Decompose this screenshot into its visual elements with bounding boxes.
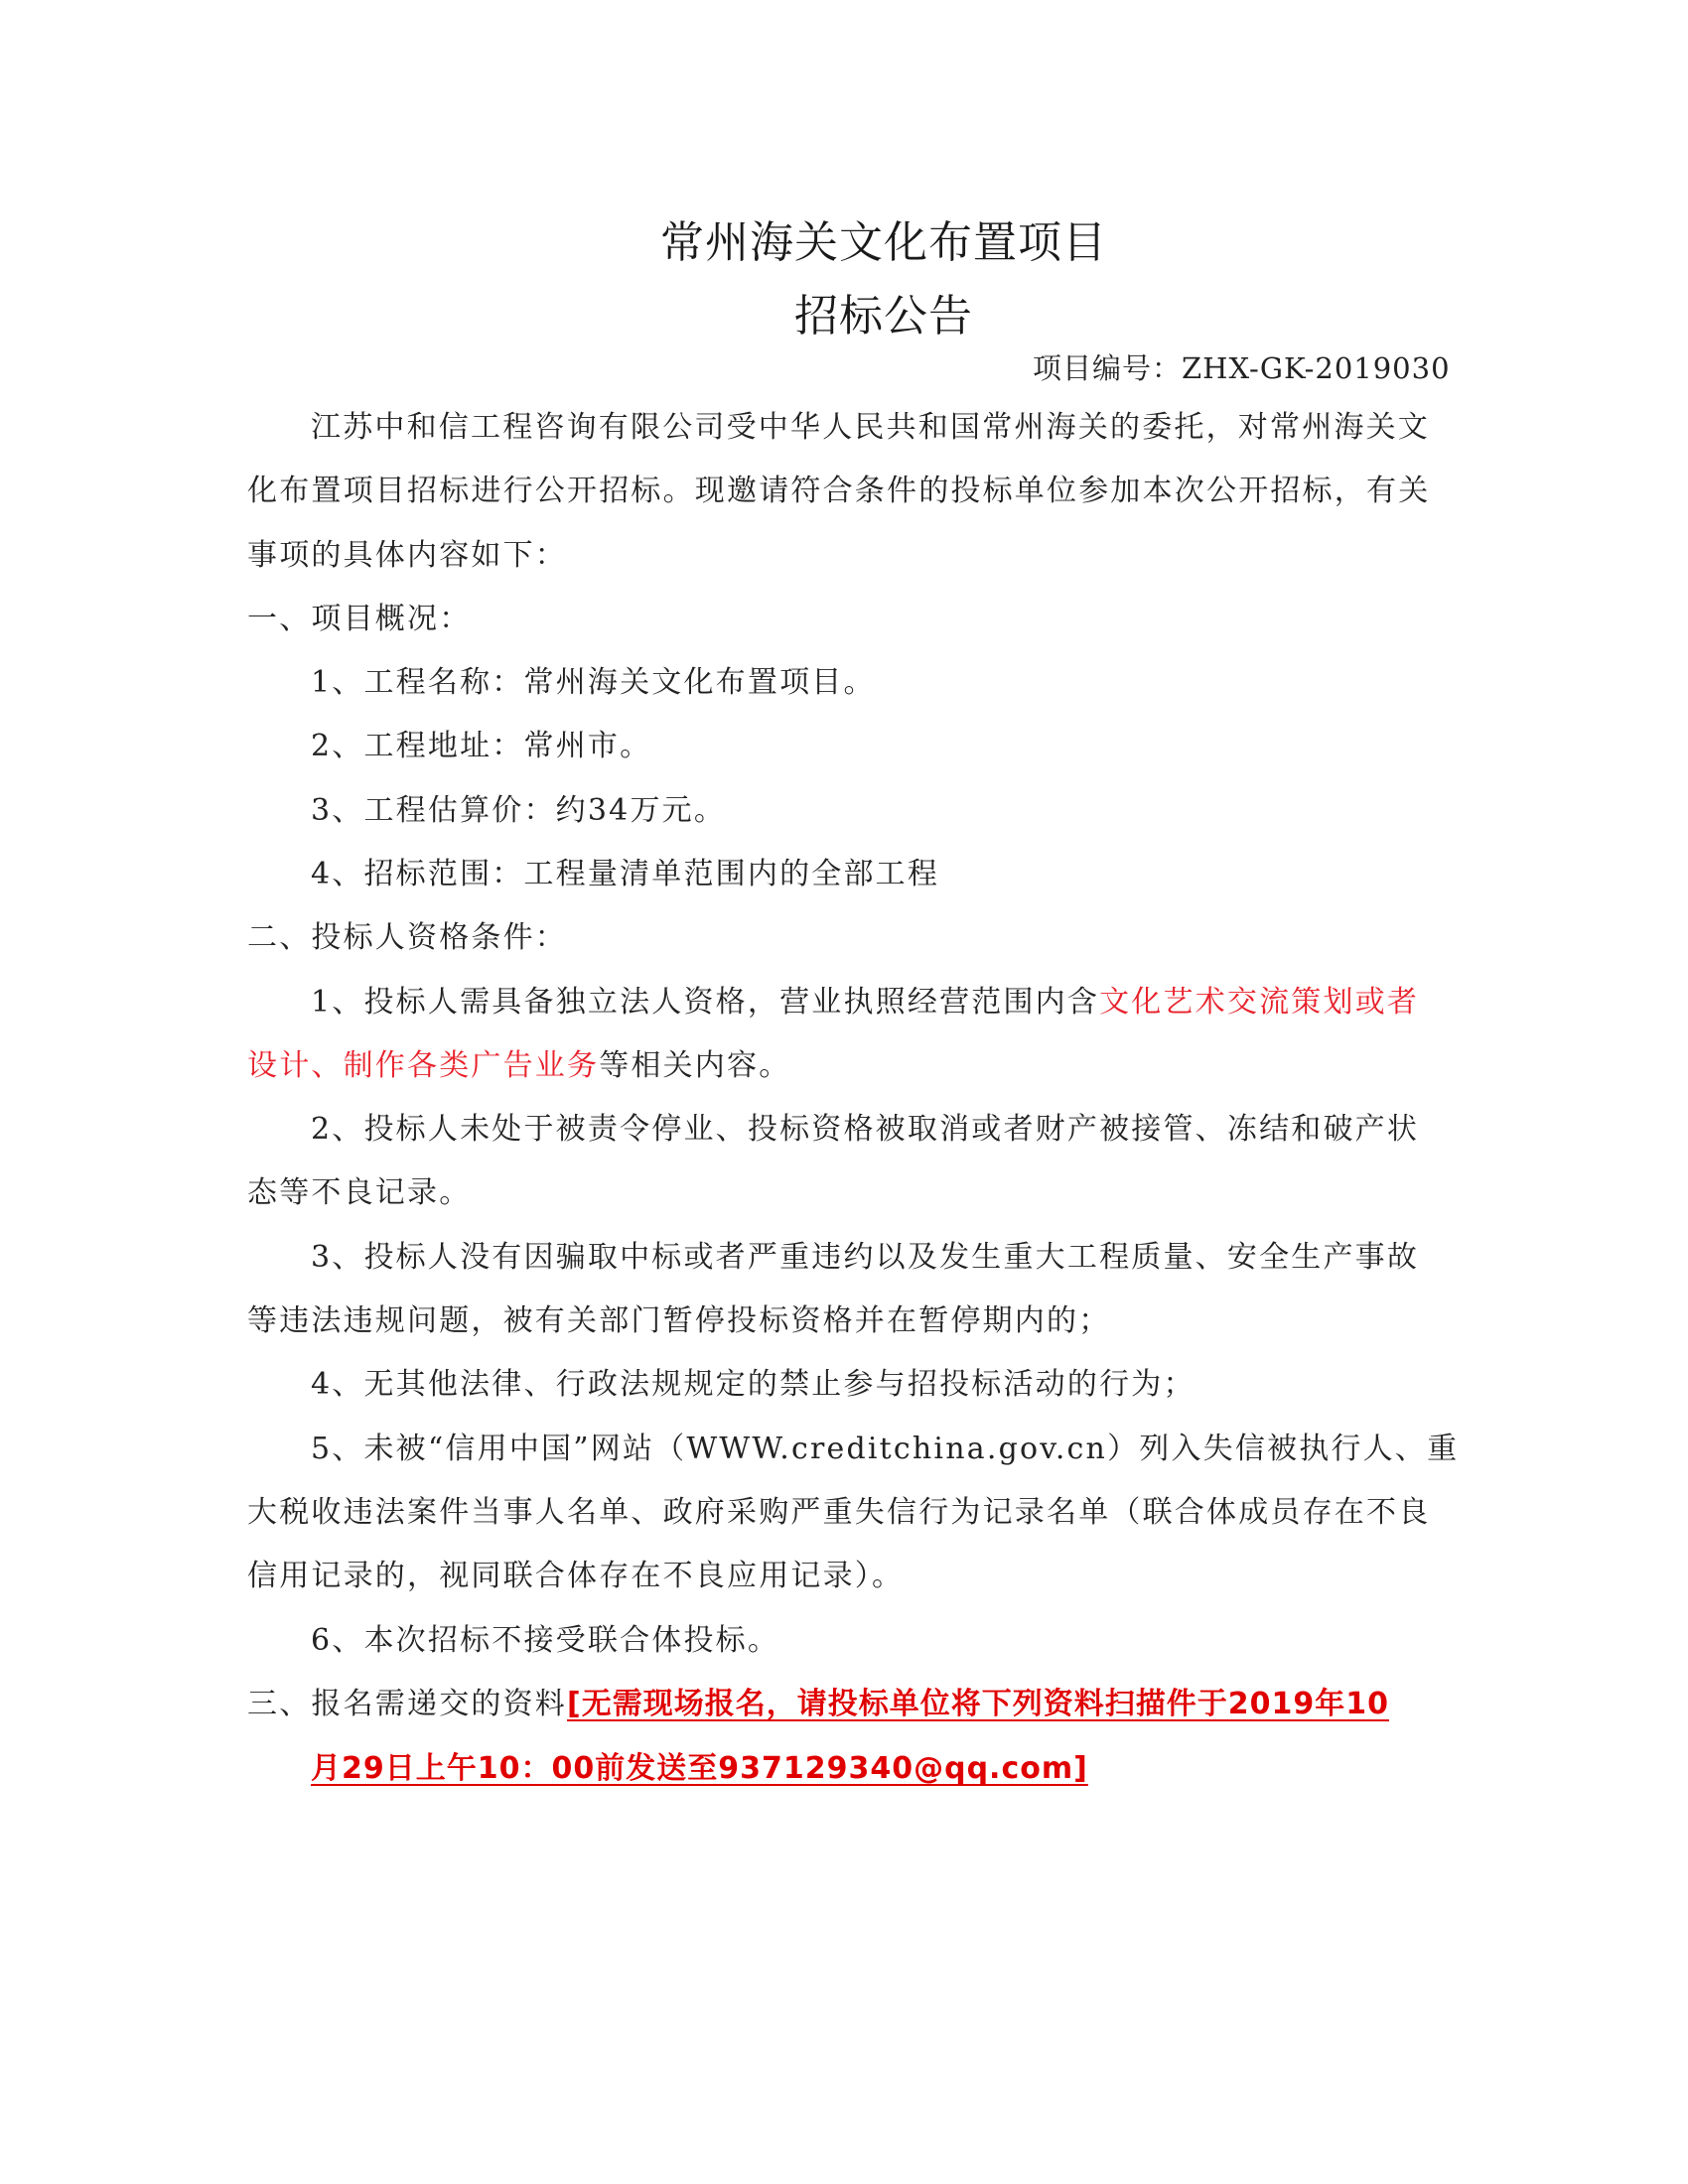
intro-line-2: 化布置项目招标进行公开招标。现邀请符合条件的投标单位参加本次公开招标，有关 [247, 474, 1431, 508]
section-1-item-3: 3、工程估算价：约34万元。 [311, 793, 727, 828]
section-2-item-2-line-1: 2、投标人未处于被责令停业、投标资格被取消或者财产被接管、冻结和破产状 [311, 1112, 1420, 1147]
document-title: 常州海关文化布置项目 [660, 217, 1107, 268]
section-3-heading-line [247, 1685, 1389, 1724]
section-2-item-4: 4、无其他法律、行政法规规定的禁止参与招投标活动的行为； [311, 1367, 1196, 1402]
intro-line-3: 事项的具体内容如下： [247, 538, 567, 573]
item-1-prefix: 1、投标人需具备独立法人资格，营业执照经营范围内含 [311, 985, 1100, 1020]
section-2-item-5-line-1: 5、未被“信用中国”网站（WWW.creditchina.gov.cn）列入失信被执行人、重 [311, 1432, 1460, 1466]
section-2-item-6: 6、本次招标不接受联合体投标。 [311, 1623, 780, 1658]
intro-line-1: 江苏中和信工程咨询有限公司受中华人民共和国常州海关的委托，对常州海关文 [311, 410, 1430, 445]
submission-notice-part-1: [无需现场报名，请投标单位将下列资料扫描件于2019年10 [567, 1687, 1389, 1721]
submission-notice-part-2: 月29日上午10：00前发送至937129340@qq.com] [311, 1751, 1088, 1786]
section-1-heading: 一、项目概况： [247, 602, 472, 636]
section-2-item-3-line-2: 等违法违规问题，被有关部门暂停投标资格并在暂停期内的； [247, 1303, 1111, 1338]
section-1-item-2: 2、工程地址：常州市。 [311, 729, 652, 763]
item-1-suffix: 等相关内容。 [599, 1048, 791, 1083]
section-3-heading: 三、报名需递交的资料 [247, 1687, 567, 1721]
document-subtitle: 招标公告 [794, 291, 973, 341]
section-2-item-2-line-2: 态等不良记录。 [247, 1175, 472, 1210]
section-2-item-5-line-2: 大税收违法案件当事人名单、政府采购严重失信行为记录名单（联合体成员存在不良 [247, 1495, 1431, 1530]
project-number: 项目编号：ZHX-GK-2019030 [1033, 351, 1451, 385]
section-1-item-1: 1、工程名称：常州海关文化布置项目。 [311, 665, 876, 700]
business-scope-highlight: 文化艺术交流策划或者 [1099, 985, 1420, 1020]
section-2-item-3-line-1: 3、投标人没有因骗取中标或者严重违约以及发生重大工程质量、安全生产事故 [311, 1240, 1420, 1275]
section-2-item-1-line-1 [311, 983, 1419, 1023]
section-2-heading: 二、投标人资格条件： [247, 920, 567, 955]
section-3-notice-line-2 [311, 1749, 1088, 1789]
section-2-item-5-line-3: 信用记录的，视同联合体存在不良应用记录）。 [247, 1559, 905, 1593]
section-2-item-1-line-2 [247, 1046, 790, 1086]
section-1-item-4: 4、招标范围：工程量清单范围内的全部工程 [311, 857, 940, 891]
business-scope-highlight-2: 设计、制作各类广告业务 [247, 1048, 600, 1083]
